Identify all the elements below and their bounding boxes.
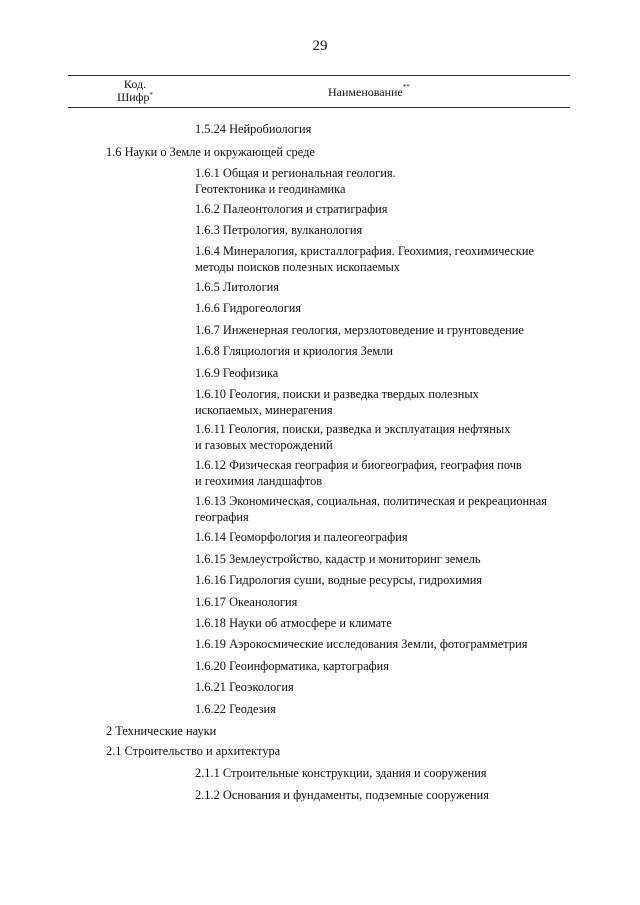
list-item: 1.6.9 Геофизика xyxy=(195,366,279,380)
list-item: 1.6.20 Геоинформатика, картография xyxy=(195,659,389,673)
list-item: 1.6.4 Минералогия, кристаллография. Геохимия, геохимические методы поисков полезных ископаемых xyxy=(195,244,534,274)
header-name-label: Наименование xyxy=(328,85,403,99)
header-code-column xyxy=(100,78,170,104)
list-item: 1.6.8 Гляциология и криология Земли xyxy=(195,344,394,358)
section-heading: 2.1 Строительство и архитектура xyxy=(106,744,281,758)
header-code-footnote-mark: * xyxy=(149,91,153,99)
list-item: 2.1.1 Строительные конструкции, здания и сооружения xyxy=(195,766,487,780)
section-heading: 1.6 Науки о Земле и окружающей среде xyxy=(106,145,315,159)
list-item: 1.6.11 Геология, поиски, разведка и эксплуатация нефтяных и газовых месторождений xyxy=(195,422,511,452)
list-item: 2.1.2 Основания и фундаменты, подземные сооружения xyxy=(195,788,489,802)
page-number: 29 xyxy=(312,38,328,54)
list-item: 1.6.17 Океанология xyxy=(195,595,298,609)
list-item: 1.6.2 Палеонтология и стратиграфия xyxy=(195,202,388,216)
list-item: 1.6.14 Геоморфология и палеогеография xyxy=(195,530,408,544)
list-item: 1.6.1 Общая и региональная геология. Геотектоника и геодинамика xyxy=(195,166,396,196)
list-item: 1.6.18 Науки об атмосфере и климате xyxy=(195,616,392,630)
list-item: 1.6.5 Литология xyxy=(195,280,279,294)
list-item: 1.6.13 Экономическая, социальная, политическая и рекреационная география xyxy=(195,494,547,524)
list-item: 1.6.16 Гидрология суши, водные ресурсы, гидрохимия xyxy=(195,573,483,587)
list-item: 1.6.3 Петрология, вулканология xyxy=(195,223,363,237)
list-item: 1.6.22 Геодезия xyxy=(195,702,276,716)
list-item: 1.6.10 Геология, поиски и разведка твердых полезных ископаемых, минерагения xyxy=(195,387,479,417)
list-item: 1.6.12 Физическая география и биогеография, география почв и геохимия ландшафтов xyxy=(195,458,522,488)
table-header xyxy=(68,75,570,108)
list-item: 1.6.6 Гидрогеология xyxy=(195,301,302,315)
list-item: 1.6.19 Аэрокосмические исследования Земли, фотограмметрия xyxy=(195,637,528,651)
section-heading: 2 Технические науки xyxy=(106,724,217,738)
header-name-column xyxy=(328,85,410,100)
list-item: 1.6.7 Инженерная геология, мерзлотоведение и грунтоведение xyxy=(195,323,524,337)
list-item: 1.5.24 Нейробиология xyxy=(195,122,312,136)
header-code-line1: Код. xyxy=(123,77,147,91)
list-item: 1.6.21 Геоэкология xyxy=(195,680,294,694)
header-name-footnote-mark: ** xyxy=(402,83,410,91)
list-item: 1.6.15 Землеустройство, кадастр и мониторинг земель xyxy=(195,552,481,566)
header-code-line2: Шифр xyxy=(117,90,150,104)
